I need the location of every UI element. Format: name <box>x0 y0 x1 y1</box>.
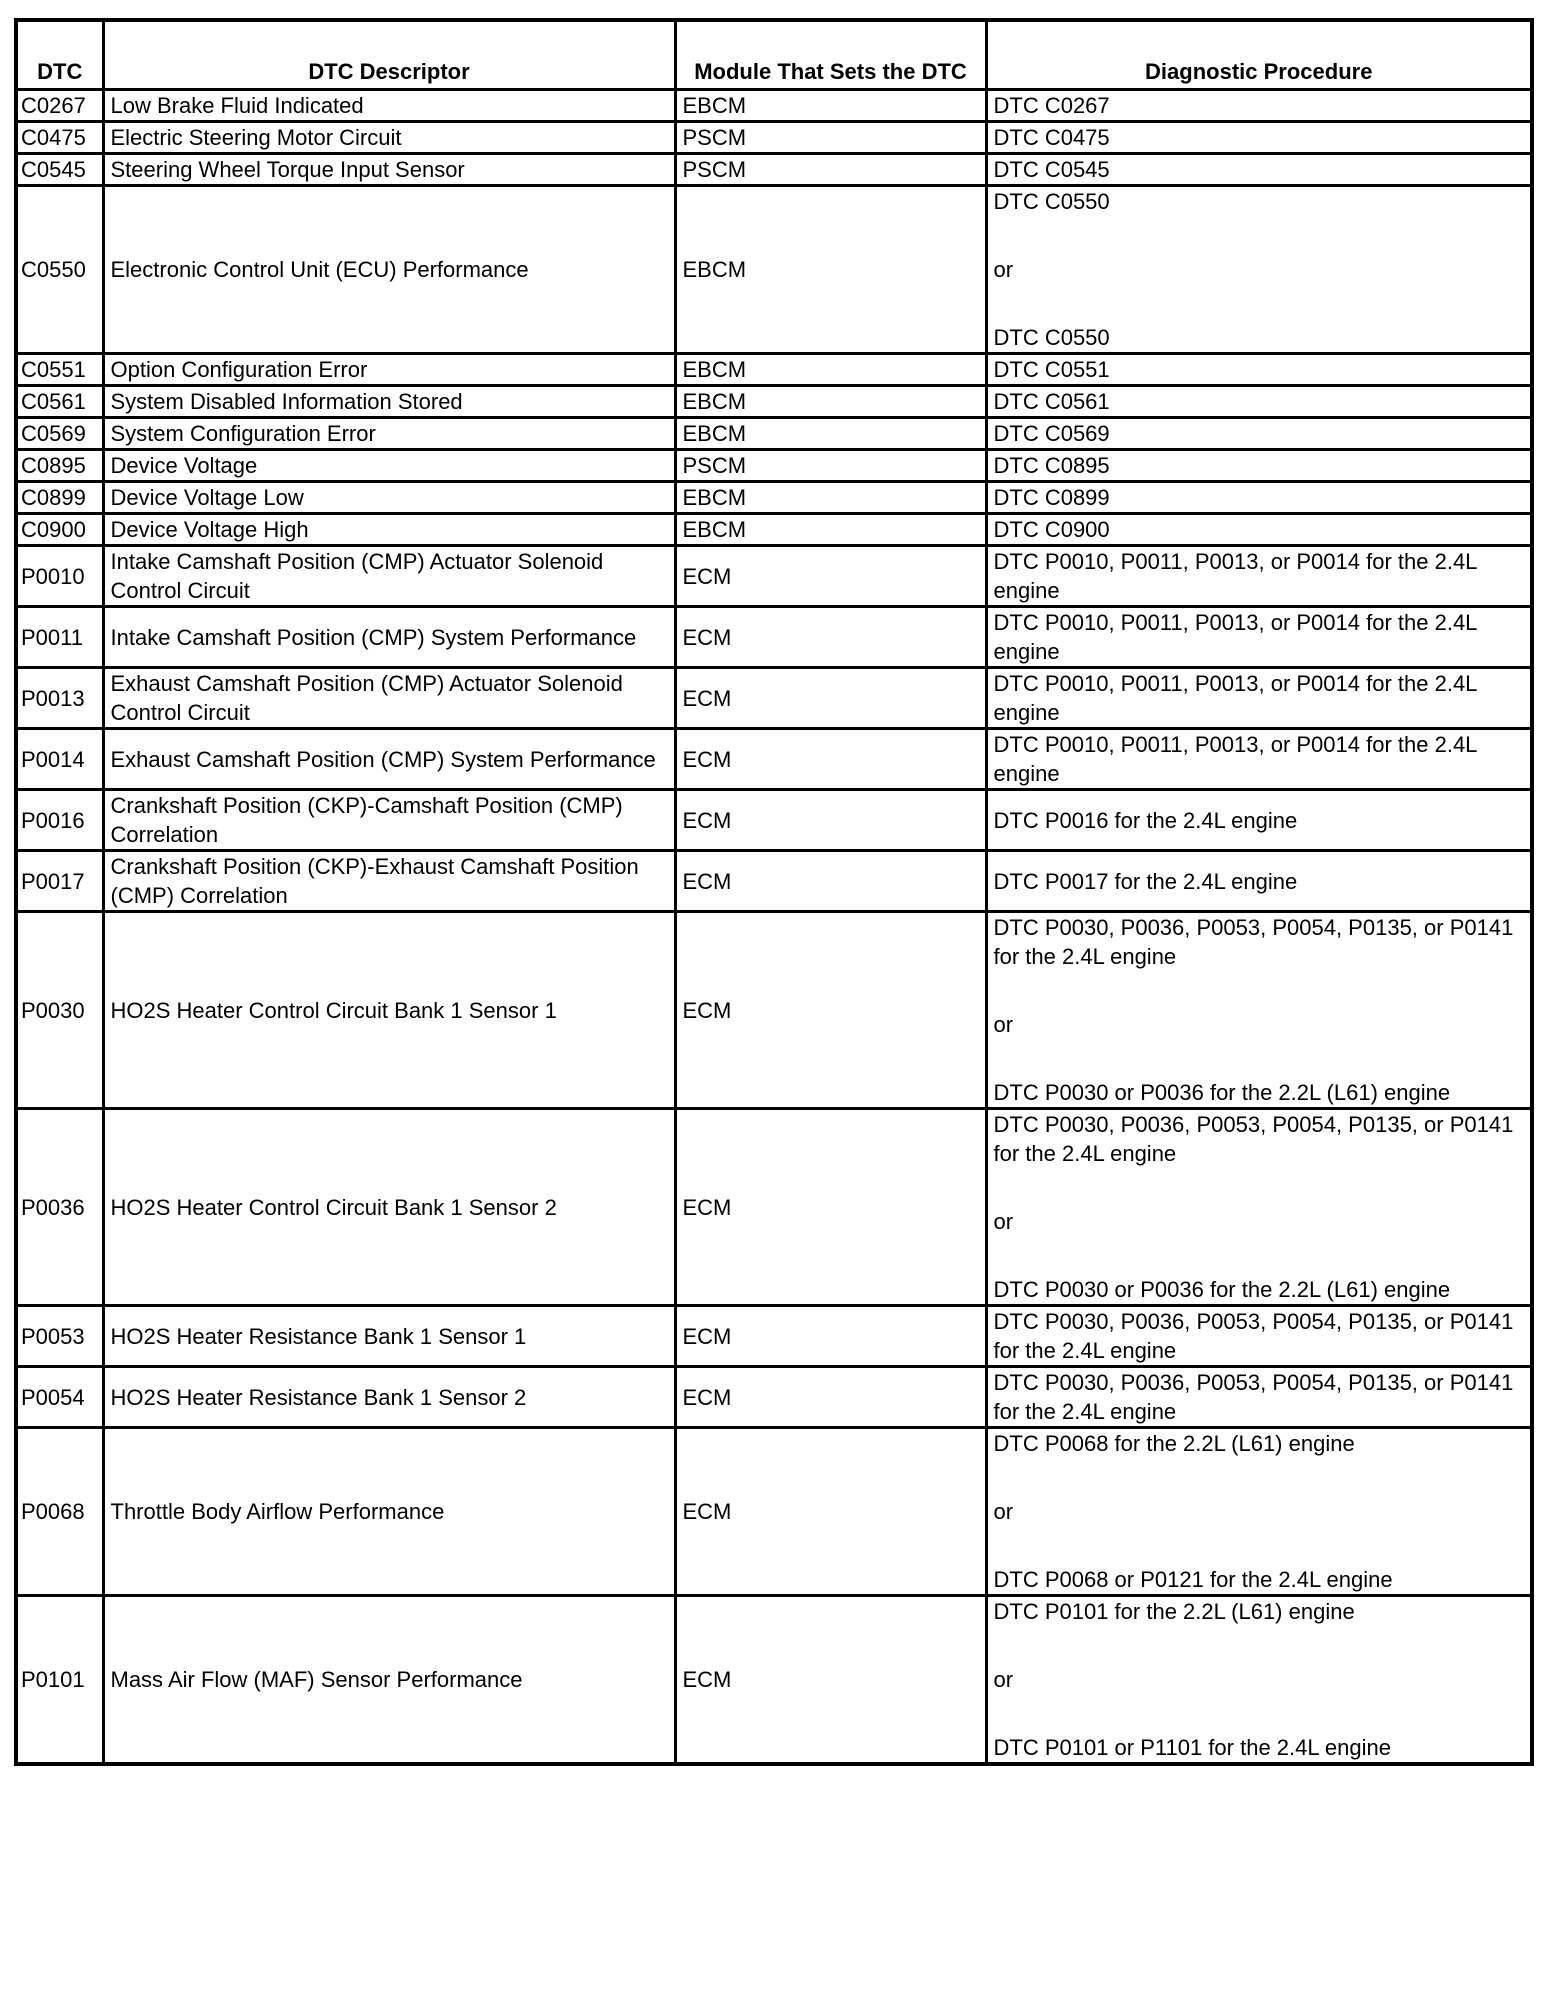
dtc-table <box>14 18 1534 1766</box>
module-cell: ECM <box>675 790 986 851</box>
procedure-line: DTC C0561 <box>993 389 1110 414</box>
module-cell: PSCM <box>675 122 986 154</box>
dtc-code-cell: C0900 <box>16 514 103 546</box>
dtc-code-cell: C0551 <box>16 354 103 386</box>
procedure-line: DTC P0030 or P0036 for the 2.2L (L61) engine <box>993 1080 1451 1105</box>
procedure-line: DTC P0030, P0036, P0053, P0054, P0135, or P0141 for the 2.4L engine <box>993 1370 1514 1424</box>
diagnostic-procedure-cell <box>986 1367 1532 1428</box>
procedure-line: or <box>993 1499 1014 1524</box>
diagnostic-procedure-cell <box>986 1596 1532 1765</box>
procedure-line: DTC P0030 or P0036 for the 2.2L (L61) engine <box>993 1277 1451 1302</box>
module-cell: ECM <box>675 729 986 790</box>
table-row <box>16 90 1532 122</box>
module-cell: ECM <box>675 1306 986 1367</box>
dtc-code-cell: C0561 <box>16 386 103 418</box>
table-row <box>16 1109 1532 1306</box>
module-cell: EBCM <box>675 386 986 418</box>
dtc-descriptor-cell: Device Voltage <box>103 450 675 482</box>
table-row <box>16 514 1532 546</box>
line-gap <box>994 971 1525 1010</box>
dtc-descriptor-cell: Electric Steering Motor Circuit <box>103 122 675 154</box>
dtc-code-cell: P0013 <box>16 668 103 729</box>
dtc-code-cell: P0010 <box>16 546 103 607</box>
procedure-line: DTC C0475 <box>993 125 1110 150</box>
dtc-descriptor-cell: Mass Air Flow (MAF) Sensor Performance <box>103 1596 675 1765</box>
dtc-descriptor-cell: HO2S Heater Resistance Bank 1 Sensor 2 <box>103 1367 675 1428</box>
procedure-line: DTC C0550 <box>993 189 1110 214</box>
table-row <box>16 912 1532 1109</box>
table-row <box>16 1428 1532 1596</box>
dtc-code-cell: P0068 <box>16 1428 103 1596</box>
module-cell: PSCM <box>675 154 986 186</box>
header-module: Module That Sets the DTC <box>675 20 986 90</box>
line-gap <box>994 1526 1525 1565</box>
dtc-code-cell: C0895 <box>16 450 103 482</box>
dtc-code-cell: P0030 <box>16 912 103 1109</box>
dtc-code-cell: P0017 <box>16 851 103 912</box>
procedure-line: DTC P0010, P0011, P0013, or P0014 for the 2.4L engine <box>993 732 1477 786</box>
dtc-code-cell: P0011 <box>16 607 103 668</box>
line-gap <box>994 1039 1525 1078</box>
table-body <box>16 90 1532 1765</box>
table-row <box>16 386 1532 418</box>
dtc-descriptor-cell: Exhaust Camshaft Position (CMP) Actuator Solenoid Control Circuit <box>103 668 675 729</box>
table-header <box>16 20 1532 90</box>
module-cell: EBCM <box>675 418 986 450</box>
procedure-line: DTC P0068 or P0121 for the 2.4L engine <box>993 1567 1393 1592</box>
dtc-descriptor-cell: HO2S Heater Control Circuit Bank 1 Sensor 2 <box>103 1109 675 1306</box>
header-descriptor: DTC Descriptor <box>103 20 675 90</box>
procedure-line: DTC C0899 <box>993 485 1110 510</box>
diagnostic-procedure-cell <box>986 668 1532 729</box>
dtc-descriptor-cell: Option Configuration Error <box>103 354 675 386</box>
diagnostic-procedure-cell <box>986 1306 1532 1367</box>
diagnostic-procedure-cell <box>986 546 1532 607</box>
procedure-line: DTC P0030, P0036, P0053, P0054, P0135, or P0141 for the 2.4L engine <box>993 1112 1514 1166</box>
diagnostic-procedure-cell <box>986 354 1532 386</box>
header-procedure: Diagnostic Procedure <box>986 20 1532 90</box>
diagnostic-procedure-cell <box>986 1428 1532 1596</box>
diagnostic-procedure-cell <box>986 482 1532 514</box>
table-row <box>16 154 1532 186</box>
dtc-descriptor-cell: Low Brake Fluid Indicated <box>103 90 675 122</box>
procedure-line: DTC P0016 for the 2.4L engine <box>993 807 1298 833</box>
dtc-descriptor-cell: System Disabled Information Stored <box>103 386 675 418</box>
dtc-descriptor-cell: Device Voltage Low <box>103 482 675 514</box>
procedure-line: DTC C0900 <box>993 517 1110 542</box>
table-row <box>16 186 1532 354</box>
diagnostic-procedure-cell <box>986 186 1532 354</box>
dtc-code-cell: P0101 <box>16 1596 103 1765</box>
dtc-code-cell: C0475 <box>16 122 103 154</box>
table-row <box>16 607 1532 668</box>
dtc-descriptor-cell: Throttle Body Airflow Performance <box>103 1428 675 1596</box>
table-row <box>16 418 1532 450</box>
header-dtc: DTC <box>16 20 103 90</box>
table-row <box>16 790 1532 851</box>
module-cell: PSCM <box>675 450 986 482</box>
dtc-descriptor-cell: System Configuration Error <box>103 418 675 450</box>
procedure-line: DTC P0010, P0011, P0013, or P0014 for the 2.4L engine <box>993 671 1477 725</box>
table-row <box>16 729 1532 790</box>
dtc-code-cell: P0054 <box>16 1367 103 1428</box>
line-gap <box>994 1168 1525 1207</box>
procedure-line: DTC C0545 <box>993 157 1110 182</box>
diagnostic-procedure-cell <box>986 790 1532 851</box>
module-cell: ECM <box>675 1596 986 1765</box>
module-cell: EBCM <box>675 482 986 514</box>
procedure-line: DTC C0551 <box>993 357 1110 382</box>
table-row <box>16 1306 1532 1367</box>
procedure-line: or <box>993 257 1014 282</box>
table-row <box>16 546 1532 607</box>
module-cell: ECM <box>675 851 986 912</box>
dtc-descriptor-cell: Steering Wheel Torque Input Sensor <box>103 154 675 186</box>
table-row <box>16 450 1532 482</box>
dtc-code-cell: P0016 <box>16 790 103 851</box>
dtc-descriptor-cell: Intake Camshaft Position (CMP) Actuator Solenoid Control Circuit <box>103 546 675 607</box>
diagnostic-procedure-cell <box>986 386 1532 418</box>
procedure-line: DTC C0895 <box>993 453 1110 478</box>
procedure-line: DTC P0101 for the 2.2L (L61) engine <box>993 1599 1355 1624</box>
diagnostic-procedure-cell <box>986 607 1532 668</box>
line-gap <box>994 1458 1525 1497</box>
procedure-line: DTC P0030, P0036, P0053, P0054, P0135, or P0141 for the 2.4L engine <box>993 1309 1514 1363</box>
dtc-descriptor-cell: Device Voltage High <box>103 514 675 546</box>
diagnostic-procedure-cell <box>986 912 1532 1109</box>
diagnostic-procedure-cell <box>986 729 1532 790</box>
dtc-code-cell: C0267 <box>16 90 103 122</box>
diagnostic-procedure-cell <box>986 450 1532 482</box>
dtc-code-cell: C0899 <box>16 482 103 514</box>
line-gap <box>994 1236 1525 1275</box>
diagnostic-procedure-cell <box>986 154 1532 186</box>
dtc-descriptor-cell: Crankshaft Position (CKP)-Camshaft Position (CMP) Correlation <box>103 790 675 851</box>
header-row <box>16 20 1532 90</box>
procedure-line: DTC P0068 for the 2.2L (L61) engine <box>993 1431 1355 1456</box>
diagnostic-procedure-cell <box>986 514 1532 546</box>
dtc-descriptor-cell: HO2S Heater Control Circuit Bank 1 Sensor 1 <box>103 912 675 1109</box>
module-cell: EBCM <box>675 354 986 386</box>
table-row <box>16 851 1532 912</box>
table-row <box>16 122 1532 154</box>
procedure-line: or <box>993 1012 1014 1037</box>
module-cell: ECM <box>675 1109 986 1306</box>
line-gap <box>994 284 1525 323</box>
module-cell: EBCM <box>675 90 986 122</box>
module-cell: ECM <box>675 668 986 729</box>
module-cell: ECM <box>675 546 986 607</box>
dtc-descriptor-cell: Intake Camshaft Position (CMP) System Performance <box>103 607 675 668</box>
module-cell: ECM <box>675 912 986 1109</box>
procedure-line: or <box>993 1209 1014 1234</box>
dtc-code-cell: P0053 <box>16 1306 103 1367</box>
procedure-line: DTC P0030, P0036, P0053, P0054, P0135, or P0141 for the 2.4L engine <box>993 915 1514 969</box>
dtc-code-cell: C0569 <box>16 418 103 450</box>
module-cell: EBCM <box>675 514 986 546</box>
line-gap <box>994 216 1525 255</box>
dtc-descriptor-cell: Crankshaft Position (CKP)-Exhaust Camshaft Position (CMP) Correlation <box>103 851 675 912</box>
module-cell: ECM <box>675 607 986 668</box>
module-cell: ECM <box>675 1367 986 1428</box>
procedure-line: DTC C0267 <box>993 93 1110 118</box>
procedure-line: or <box>993 1667 1014 1692</box>
procedure-line: DTC P0101 or P1101 for the 2.4L engine <box>993 1735 1391 1760</box>
diagnostic-procedure-cell <box>986 418 1532 450</box>
diagnostic-procedure-cell <box>986 851 1532 912</box>
line-gap <box>994 1694 1525 1733</box>
module-cell: ECM <box>675 1428 986 1596</box>
dtc-code-cell: C0545 <box>16 154 103 186</box>
diagnostic-procedure-cell <box>986 1109 1532 1306</box>
line-gap <box>994 1626 1525 1665</box>
table-row <box>16 1367 1532 1428</box>
procedure-line: DTC C0569 <box>993 421 1110 446</box>
table-row <box>16 668 1532 729</box>
procedure-line: DTC C0550 <box>993 325 1110 350</box>
dtc-code-cell: P0036 <box>16 1109 103 1306</box>
table-row <box>16 354 1532 386</box>
dtc-descriptor-cell: Exhaust Camshaft Position (CMP) System Performance <box>103 729 675 790</box>
procedure-line: DTC P0010, P0011, P0013, or P0014 for the 2.4L engine <box>993 549 1477 603</box>
diagnostic-procedure-cell <box>986 90 1532 122</box>
dtc-code-cell: C0550 <box>16 186 103 354</box>
procedure-line: DTC P0017 for the 2.4L engine <box>993 868 1298 894</box>
diagnostic-procedure-cell <box>986 122 1532 154</box>
table-row <box>16 482 1532 514</box>
dtc-descriptor-cell: HO2S Heater Resistance Bank 1 Sensor 1 <box>103 1306 675 1367</box>
module-cell: EBCM <box>675 186 986 354</box>
table-row <box>16 1596 1532 1765</box>
dtc-descriptor-cell: Electronic Control Unit (ECU) Performance <box>103 186 675 354</box>
dtc-code-cell: P0014 <box>16 729 103 790</box>
procedure-line: DTC P0010, P0011, P0013, or P0014 for the 2.4L engine <box>993 610 1477 664</box>
